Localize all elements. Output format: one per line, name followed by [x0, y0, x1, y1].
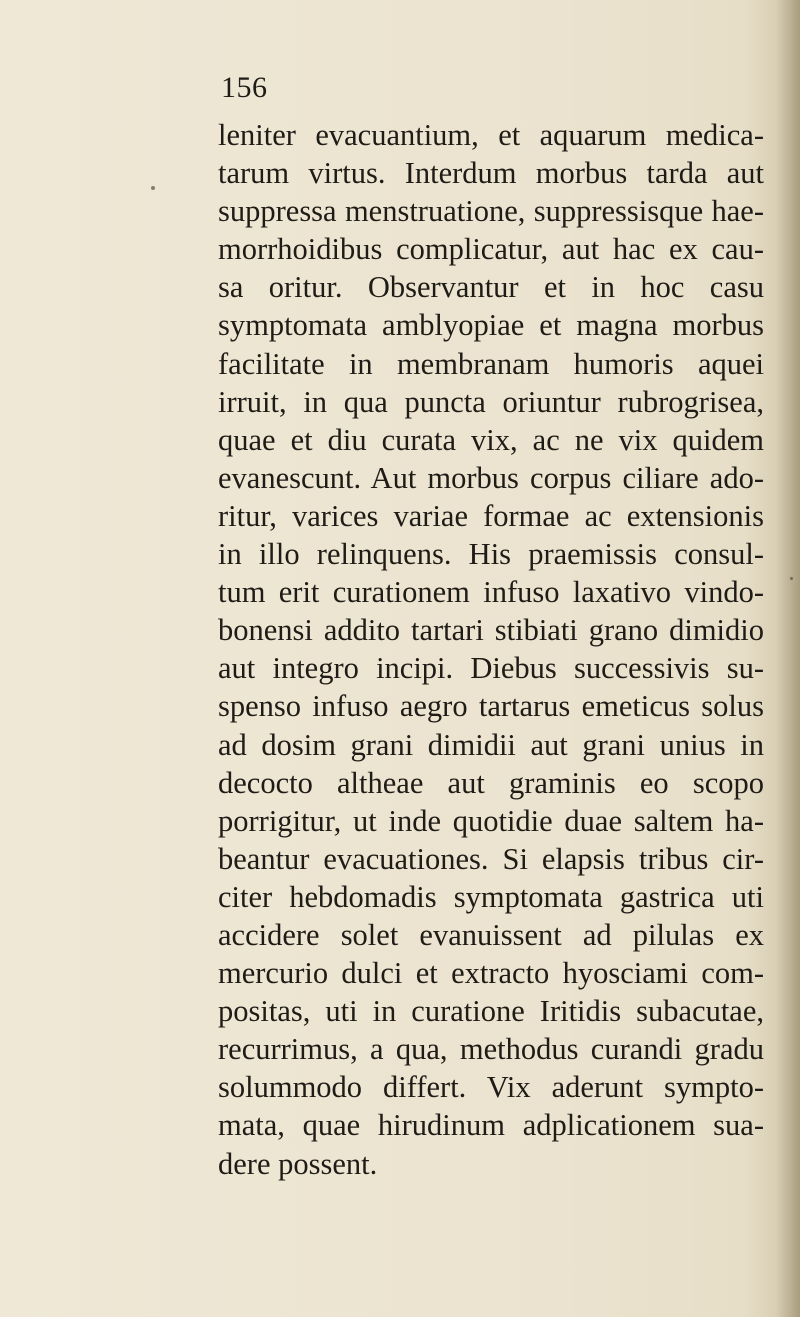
text-line: tarum virtus. Interdum morbus tarda aut	[218, 156, 764, 191]
page-number: 156	[221, 71, 268, 104]
text-line: positas, uti in curatione Iritidis subacutae,	[218, 994, 764, 1029]
text-line: porrigitur, ut inde quotidie duae saltem ha-	[218, 803, 764, 838]
text-line: mercurio dulci et extracto hyosciami com-	[218, 956, 764, 991]
text-line: quae et diu curata vix, ac ne vix quidem	[218, 422, 764, 457]
text-line: evanescunt. Aut morbus corpus ciliare ado-	[218, 460, 764, 495]
text-line: tum erit curationem infuso laxativo vindo-	[218, 575, 764, 610]
text-line: facilitate in membranam humoris aquei	[218, 346, 764, 381]
text-line: suppressa menstruatione, suppressisque hae-	[218, 194, 764, 229]
text-line: mata, quae hirudinum adplicationem sua-	[218, 1108, 764, 1143]
text-line: ritur, varices variae formae ac extensionis	[218, 498, 764, 533]
text-line: solummodo differt. Vix aderunt sympto-	[218, 1070, 764, 1105]
ink-speck	[151, 186, 155, 190]
text-line: citer hebdomadis symptomata gastrica uti	[218, 879, 764, 914]
text-line: accidere solet evanuissent ad pilulas ex	[218, 917, 764, 952]
text-line: dere possent.	[218, 1146, 378, 1181]
text-line: spenso infuso aegro tartarus emeticus solus	[218, 689, 764, 724]
text-line: recurrimus, a qua, methodus curandi gradu	[218, 1032, 764, 1067]
text-line: symptomata amblyopiae et magna morbus	[218, 308, 764, 343]
text-line: aut integro incipi. Diebus successivis su-	[218, 651, 764, 686]
text-line: morrhoidibus complicatur, aut hac ex cau-	[218, 232, 764, 267]
page-edge-shadow	[776, 0, 800, 1317]
text-line: leniter evacuantium, et aquarum medica-	[218, 118, 764, 152]
text-line: beantur evacuationes. Si elapsis tribus cir-	[218, 841, 764, 876]
text-line: ad dosim grani dimidii aut grani unius in	[218, 727, 764, 762]
text-line: irruit, in qua puncta oriuntur rubrogrisea,	[218, 384, 764, 419]
text-line: in illo relinquens. His praemissis consul-	[218, 537, 764, 572]
text-line: bonensi addito tartari stibiati grano dimidio	[218, 613, 764, 648]
text-line: sa oritur. Observantur et in hoc casu	[218, 270, 764, 305]
body-text	[218, 116, 764, 1183]
ink-speck	[790, 577, 793, 580]
text-line: decocto altheae aut graminis eo scopo	[218, 765, 764, 800]
